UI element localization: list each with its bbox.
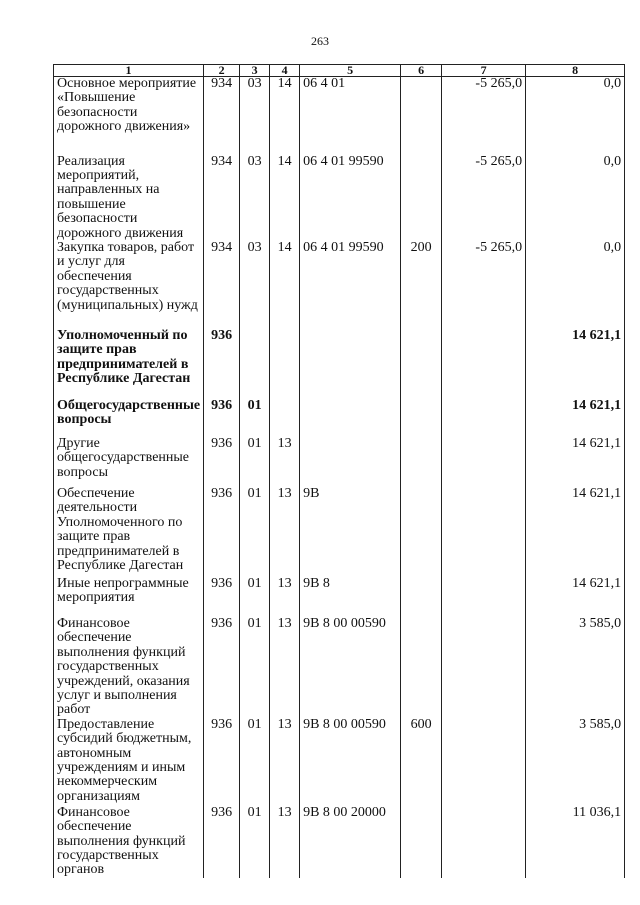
row-total-amount: 14 621,1 xyxy=(526,487,625,577)
row-admin-code: 936 xyxy=(204,617,240,718)
col-header-5: 5 xyxy=(300,65,401,77)
row-subsection: 13 xyxy=(270,718,300,806)
row-total-amount: 0,0 xyxy=(526,241,625,329)
table-row xyxy=(54,329,625,399)
row-total-amount: 3 585,0 xyxy=(526,617,625,718)
row-expense-type xyxy=(401,77,442,155)
table-row xyxy=(54,806,625,878)
col-header-3: 3 xyxy=(240,65,270,77)
row-admin-code: 934 xyxy=(204,77,240,155)
page-number: 263 xyxy=(311,34,329,48)
row-total-amount: 0,0 xyxy=(526,155,625,241)
row-admin-code: 936 xyxy=(204,577,240,617)
row-section: 03 xyxy=(240,155,270,241)
row-target-article: 9В 8 00 00590 xyxy=(300,617,401,718)
row-change-amount xyxy=(442,437,526,487)
row-name: Закупка товаров, работ и услуг для обеспечения государственных (муниципальных) нужд xyxy=(54,241,204,329)
row-section xyxy=(240,329,270,399)
row-subsection: 14 xyxy=(270,241,300,329)
row-admin-code: 936 xyxy=(204,806,240,878)
row-name: Уполномоченный по защите прав предпринимателей в Республике Дагестан xyxy=(54,329,204,399)
row-total-amount: 11 036,1 xyxy=(526,806,625,878)
row-expense-type xyxy=(401,577,442,617)
row-admin-code: 936 xyxy=(204,437,240,487)
row-subsection xyxy=(270,399,300,437)
row-subsection: 14 xyxy=(270,155,300,241)
header-row xyxy=(54,65,625,77)
row-name: Основное мероприятие «Повышение безопасности дорожного движения» xyxy=(54,77,204,155)
row-total-amount: 3 585,0 xyxy=(526,718,625,806)
row-name: Иные непрограммные мероприятия xyxy=(54,577,204,617)
table-row xyxy=(54,617,625,718)
row-expense-type xyxy=(401,399,442,437)
row-expense-type xyxy=(401,487,442,577)
row-expense-type: 200 xyxy=(401,241,442,329)
row-admin-code: 936 xyxy=(204,399,240,437)
row-subsection: 13 xyxy=(270,577,300,617)
row-subsection: 13 xyxy=(270,806,300,878)
row-section: 01 xyxy=(240,399,270,437)
row-subsection: 13 xyxy=(270,617,300,718)
row-change-amount xyxy=(442,806,526,878)
table-row xyxy=(54,241,625,329)
row-total-amount: 14 621,1 xyxy=(526,437,625,487)
row-name: Реализация мероприятий, направленных на повышение безопасности дорожного движения xyxy=(54,155,204,241)
row-total-amount: 0,0 xyxy=(526,77,625,155)
row-expense-type xyxy=(401,617,442,718)
table-row xyxy=(54,155,625,241)
row-name: Общегосударственные вопросы xyxy=(54,399,204,437)
row-change-amount xyxy=(442,329,526,399)
row-total-amount: 14 621,1 xyxy=(526,399,625,437)
row-target-article: 9В 8 00 00590 xyxy=(300,718,401,806)
budget-table xyxy=(53,64,625,878)
row-target-article: 06 4 01 xyxy=(300,77,401,155)
row-subsection: 14 xyxy=(270,77,300,155)
row-name: Финансовое обеспечение выполнения функций государственных органов xyxy=(54,806,204,878)
row-section: 01 xyxy=(240,437,270,487)
row-subsection: 13 xyxy=(270,487,300,577)
row-change-amount xyxy=(442,617,526,718)
col-header-7: 7 xyxy=(442,65,526,77)
row-target-article: 9В 8 00 20000 xyxy=(300,806,401,878)
row-admin-code: 934 xyxy=(204,241,240,329)
col-header-6: 6 xyxy=(401,65,442,77)
row-expense-type xyxy=(401,329,442,399)
row-change-amount xyxy=(442,577,526,617)
row-expense-type xyxy=(401,437,442,487)
row-admin-code: 934 xyxy=(204,155,240,241)
table-row xyxy=(54,399,625,437)
table-body xyxy=(54,77,625,878)
row-target-article: 9В 8 xyxy=(300,577,401,617)
row-target-article xyxy=(300,329,401,399)
table-row xyxy=(54,487,625,577)
row-target-article: 06 4 01 99590 xyxy=(300,155,401,241)
row-change-amount xyxy=(442,399,526,437)
col-header-2: 2 xyxy=(204,65,240,77)
row-expense-type xyxy=(401,155,442,241)
row-name: Обеспечение деятельности Уполномоченного по защите прав предпринимателей в Республике Дагестан xyxy=(54,487,204,577)
row-section: 01 xyxy=(240,577,270,617)
row-section: 01 xyxy=(240,487,270,577)
row-section: 01 xyxy=(240,806,270,878)
row-target-article xyxy=(300,437,401,487)
row-change-amount xyxy=(442,487,526,577)
row-total-amount: 14 621,1 xyxy=(526,329,625,399)
col-header-4: 4 xyxy=(270,65,300,77)
row-target-article: 06 4 01 99590 xyxy=(300,241,401,329)
row-name: Другие общегосударственные вопросы xyxy=(54,437,204,487)
table-row xyxy=(54,437,625,487)
row-expense-type xyxy=(401,806,442,878)
col-header-8: 8 xyxy=(526,65,625,77)
table-row xyxy=(54,718,625,806)
row-section: 03 xyxy=(240,241,270,329)
row-section: 01 xyxy=(240,617,270,718)
row-change-amount: -5 265,0 xyxy=(442,155,526,241)
row-change-amount: -5 265,0 xyxy=(442,77,526,155)
row-name: Предоставление субсидий бюджетным, автономным учреждениям и иным некоммерческим организациям xyxy=(54,718,204,806)
row-section: 03 xyxy=(240,77,270,155)
row-name: Финансовое обеспечение выполнения функций государственных учреждений, оказания услуг и выполнения работ xyxy=(54,617,204,718)
row-admin-code: 936 xyxy=(204,718,240,806)
row-total-amount: 14 621,1 xyxy=(526,577,625,617)
row-subsection xyxy=(270,329,300,399)
row-expense-type: 600 xyxy=(401,718,442,806)
row-change-amount xyxy=(442,718,526,806)
row-admin-code: 936 xyxy=(204,487,240,577)
table-row xyxy=(54,577,625,617)
row-change-amount: -5 265,0 xyxy=(442,241,526,329)
table-row xyxy=(54,77,625,155)
col-header-1: 1 xyxy=(54,65,204,77)
row-target-article xyxy=(300,399,401,437)
row-target-article: 9В xyxy=(300,487,401,577)
row-section: 01 xyxy=(240,718,270,806)
row-admin-code: 936 xyxy=(204,329,240,399)
row-subsection: 13 xyxy=(270,437,300,487)
